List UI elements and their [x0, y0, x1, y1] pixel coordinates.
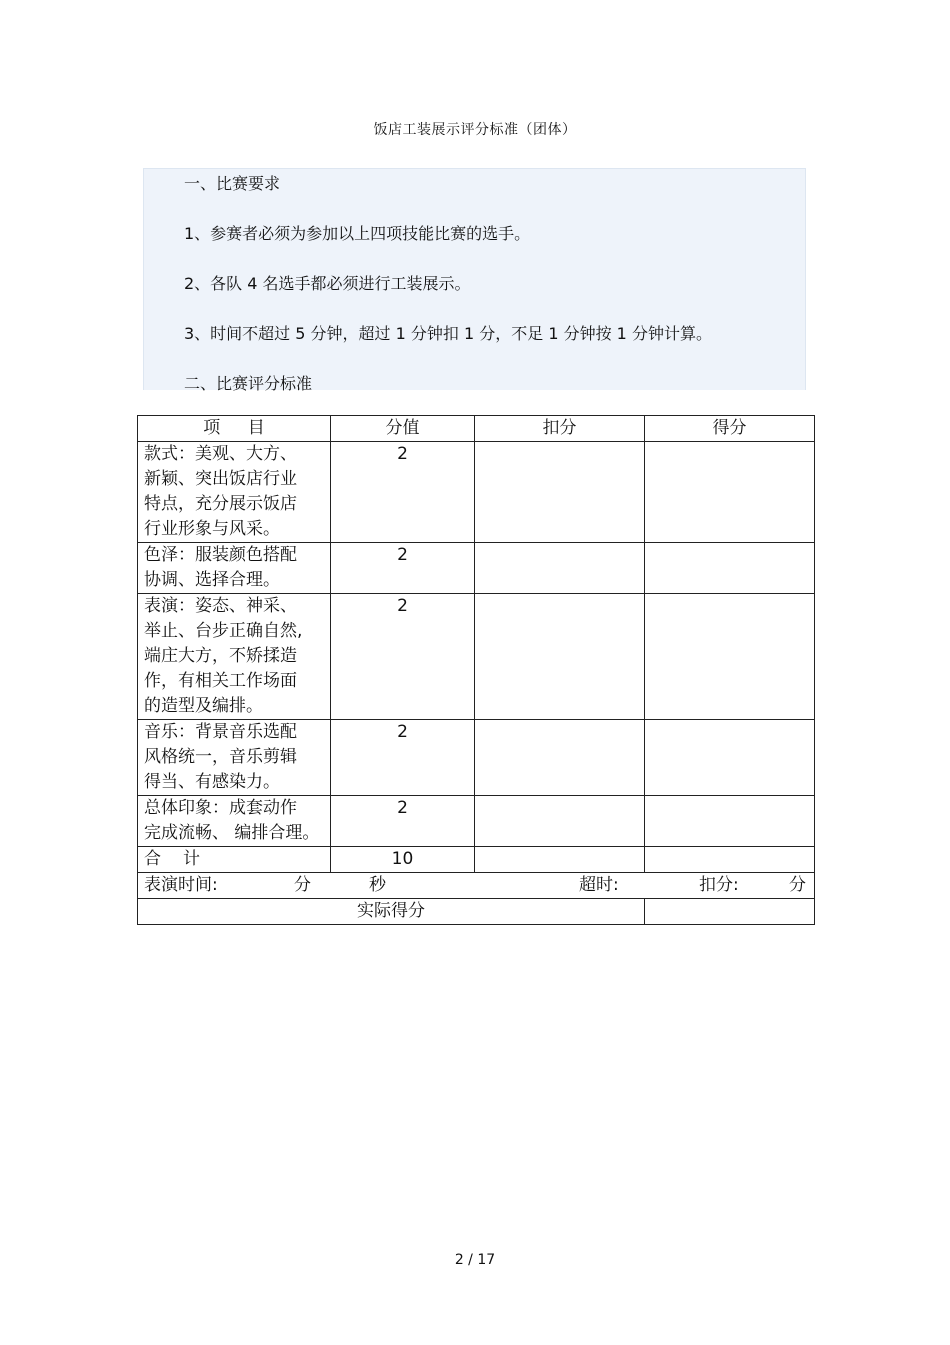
criterion-line: 新颖、突出饭店行业 [144, 469, 297, 489]
scoring-table [137, 415, 815, 925]
deduction-cell[interactable] [475, 442, 645, 543]
criterion-line: 得当、有感染力。 [144, 772, 280, 792]
time-row-cell [138, 873, 815, 899]
criteria-heading: 二、比赛评分标准 [184, 374, 313, 393]
score-value-cell: 2 [331, 442, 475, 543]
deduction-cell[interactable] [475, 796, 645, 847]
total-row [138, 847, 815, 873]
minutes-label: 分 [294, 875, 311, 895]
total-label-left: 合 [144, 849, 161, 869]
deduction-label: 扣分: [699, 875, 739, 895]
score-cell[interactable] [645, 796, 815, 847]
criterion-cell [138, 442, 331, 543]
criterion-line: 行业形象与风采。 [144, 519, 280, 539]
score-value-cell: 2 [331, 796, 475, 847]
criterion-line: 协调、选择合理。 [144, 570, 280, 590]
total-score-cell[interactable] [645, 847, 815, 873]
document-title: 饭店工装展示评分标准（团体） [373, 122, 577, 138]
criterion-line: 表演：姿态、神采、 [144, 596, 297, 616]
criterion-line: 完成流畅、 编排合理。 [144, 823, 320, 843]
performance-time-label: 表演时间: [144, 875, 218, 895]
header-item: 项 目 [138, 416, 331, 442]
requirement-item: 1、参赛者必须为参加以上四项技能比赛的选手。 [184, 224, 531, 243]
header-score-value: 分值 [331, 416, 475, 442]
criterion-cell [138, 594, 331, 720]
deduction-cell[interactable] [475, 720, 645, 796]
score-cell[interactable] [645, 543, 815, 594]
total-deduction-cell[interactable] [475, 847, 645, 873]
requirements-box [143, 168, 806, 393]
criterion-line: 风格统一，音乐剪辑 [144, 747, 297, 767]
overtime-label: 超时: [579, 875, 619, 895]
criterion-line: 端庄大方，不矫揉造 [144, 646, 297, 666]
criterion-line: 色泽：服装颜色搭配 [144, 545, 297, 565]
score-cell[interactable] [645, 594, 815, 720]
criterion-line: 的造型及编排。 [144, 696, 263, 716]
criterion-cell [138, 543, 331, 594]
criterion-line: 特点，充分展示饭店 [144, 494, 297, 514]
table-row [138, 442, 815, 543]
time-row [138, 873, 815, 899]
requirements-heading: 一、比赛要求 [184, 174, 281, 193]
deduction-cell[interactable] [475, 594, 645, 720]
requirement-item: 2、各队 4 名选手都必须进行工装展示。 [184, 274, 471, 293]
score-cell[interactable] [645, 720, 815, 796]
criterion-cell [138, 796, 331, 847]
page-number: 2 / 17 [454, 1252, 496, 1268]
total-label-right: 计 [183, 849, 200, 869]
criterion-line: 音乐：背景音乐选配 [144, 722, 297, 742]
header-deduction: 扣分 [475, 416, 645, 442]
score-value-cell: 2 [331, 543, 475, 594]
points-label: 分 [789, 875, 806, 895]
table-row [138, 594, 815, 720]
score-cell[interactable] [645, 442, 815, 543]
requirement-item: 3、时间不超过 5 分钟，超过 1 分钟扣 1 分，不足 1 分钟按 1 分钟计算。 [184, 324, 712, 343]
total-value: 10 [331, 847, 475, 873]
table-row [138, 543, 815, 594]
actual-score-cell[interactable] [645, 899, 815, 925]
score-value-cell: 2 [331, 594, 475, 720]
criterion-line: 款式：美观、大方、 [144, 444, 297, 464]
header-score: 得分 [645, 416, 815, 442]
criterion-line: 总体印象：成套动作 [144, 798, 297, 818]
criterion-cell [138, 720, 331, 796]
actual-score-row [138, 899, 815, 925]
deduction-cell[interactable] [475, 543, 645, 594]
criterion-line: 举止、台步正确自然, [144, 621, 303, 641]
table-header-row [138, 416, 815, 442]
table-row [138, 796, 815, 847]
table-row [138, 720, 815, 796]
score-value-cell: 2 [331, 720, 475, 796]
criterion-line: 作，有相关工作场面 [144, 671, 297, 691]
seconds-label: 秒 [369, 875, 386, 895]
total-label [138, 847, 331, 873]
actual-score-label: 实际得分 [138, 899, 645, 925]
